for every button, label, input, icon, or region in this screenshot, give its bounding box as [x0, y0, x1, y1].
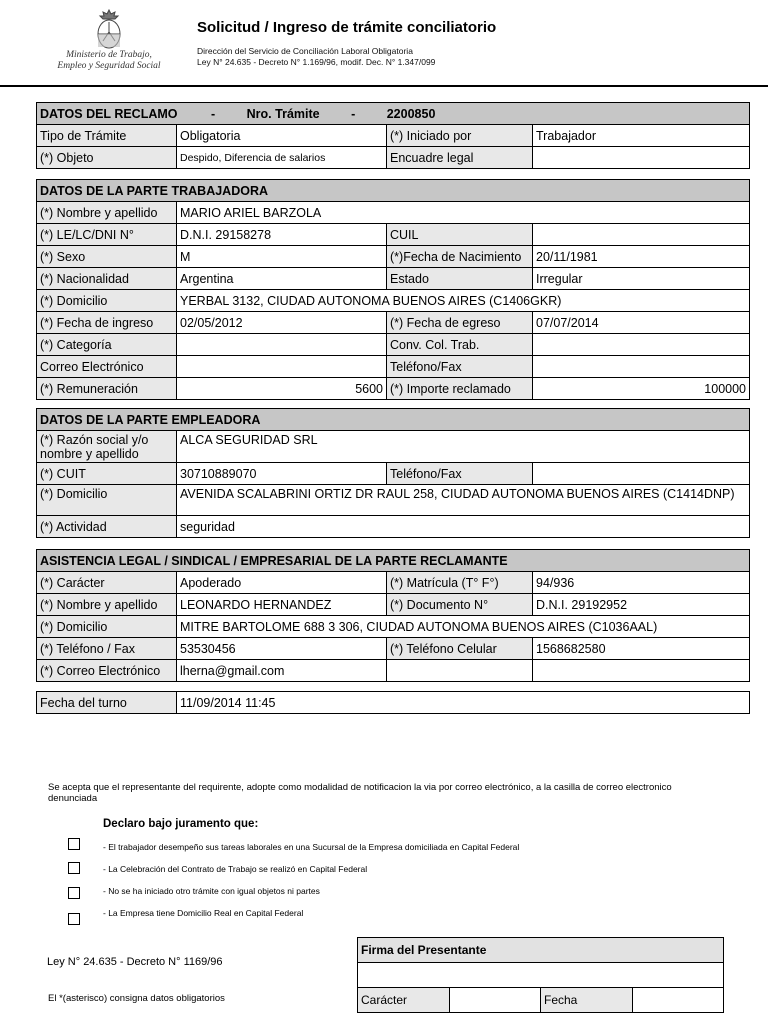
asis-empty-1: [387, 660, 533, 682]
signature-fecha-field[interactable]: [633, 988, 724, 1013]
declaration-item-3: - No se ha iniciado otro trámite con igual objetos ni partes: [103, 886, 320, 896]
emp-cuit-value: 30710889070: [177, 463, 387, 485]
asis-tel-value: 53530456: [177, 638, 387, 660]
trab-conv-label: Conv. Col. Trab.: [387, 334, 533, 356]
trab-domicilio-value: YERBAL 3132, CIUDAD AUTONOMA BUENOS AIRES (C1406GKR): [177, 290, 750, 312]
logo-text-line2: Empleo y Seguridad Social: [57, 61, 161, 71]
encuadre-value: [533, 147, 750, 169]
reclamo-dash-2: -: [351, 106, 356, 121]
turno-label: Fecha del turno: [37, 692, 177, 714]
emp-tel-value: [533, 463, 750, 485]
tipo-value: Obligatoria: [177, 125, 387, 147]
reclamo-title: DATOS DEL RECLAMO: [40, 106, 178, 121]
asistencia-section: [36, 549, 750, 682]
trab-conv-value: [533, 334, 750, 356]
trab-importe-label: (*) Importe reclamado: [387, 378, 533, 400]
tipo-label: Tipo de Trámite: [37, 125, 177, 147]
emp-domicilio-label: (*) Domicilio: [37, 485, 177, 516]
reclamo-section: [36, 102, 750, 169]
trab-nacionalidad-label: (*) Nacionalidad: [37, 268, 177, 290]
emp-actividad-value: seguridad: [177, 516, 750, 538]
asis-nombre-label: (*) Nombre y apellido: [37, 594, 177, 616]
asis-domicilio-value: MITRE BARTOLOME 688 3 306, CIUDAD AUTONOMA BUENOS AIRES (C1036AAL): [177, 616, 750, 638]
signature-caracter-label: Carácter: [358, 988, 450, 1013]
declaration-checkbox-2[interactable]: [68, 862, 80, 874]
trab-doc-value: D.N.I. 29158278: [177, 224, 387, 246]
asis-matricula-value: 94/936: [533, 572, 750, 594]
asis-documento-value: D.N.I. 29192952: [533, 594, 750, 616]
iniciado-value: Trabajador: [533, 125, 750, 147]
trab-importe-value: 100000: [533, 378, 750, 400]
emp-tel-label: Teléfono/Fax: [387, 463, 533, 485]
trab-egreso-label: (*) Fecha de egreso: [387, 312, 533, 334]
trab-tel-value: [533, 356, 750, 378]
trab-sexo-label: (*) Sexo: [37, 246, 177, 268]
footer-law-reference: Ley N° 24.635 - Decreto N° 1169/96: [47, 956, 223, 968]
trabajadora-section: [36, 179, 750, 400]
page-title: Solicitud / Ingreso de trámite conciliatorio: [197, 19, 497, 36]
declaration-checkbox-1[interactable]: [68, 838, 80, 850]
emp-domicilio-value: AVENIDA SCALABRINI ORTIZ DR RAUL 258, CIUDAD AUTONOMA BUENOS AIRES (C1414DNP): [177, 485, 750, 516]
asis-celular-value: 1568682580: [533, 638, 750, 660]
reclamo-dash-1: -: [211, 106, 216, 121]
notification-notice: Se acepta que el representante del requirente, adopte como modalidad de notificacion la via por correo electrónico, a la casilla de correo electronico denunciada: [48, 782, 672, 804]
trab-cuil-label: CUIL: [387, 224, 533, 246]
signature-fecha-label: Fecha: [541, 988, 633, 1013]
declaration-item-4: - La Empresa tiene Domicilio Real en Capital Federal: [103, 908, 304, 918]
asis-correo-label: (*) Correo Electrónico: [37, 660, 177, 682]
trab-nac-label: (*)Fecha de Nacimiento: [387, 246, 533, 268]
declaration-checkbox-3[interactable]: [68, 887, 80, 899]
emp-razon-value: ALCA SEGURIDAD SRL: [177, 431, 750, 463]
trab-nacionalidad-value: Argentina: [177, 268, 387, 290]
asis-caracter-label: (*) Carácter: [37, 572, 177, 594]
trab-categoria-label: (*) Categoría: [37, 334, 177, 356]
declaration-checkbox-4[interactable]: [68, 913, 80, 925]
turno-section: [36, 691, 750, 714]
asis-matricula-label: (*) Matrícula (T° F°): [387, 572, 533, 594]
asis-celular-label: (*) Teléfono Celular: [387, 638, 533, 660]
trab-estado-label: Estado: [387, 268, 533, 290]
asis-domicilio-label: (*) Domicilio: [37, 616, 177, 638]
asis-documento-label: (*) Documento N°: [387, 594, 533, 616]
objeto-value: Despido, Diferencia de salarios: [177, 147, 387, 169]
asis-caracter-value: Apoderado: [177, 572, 387, 594]
trab-remun-value: 5600: [177, 378, 387, 400]
logo-text-line1: Ministerio de Trabajo,: [66, 50, 152, 60]
trab-nombre-label: (*) Nombre y apellido: [37, 202, 177, 224]
trab-egreso-value: 07/07/2014: [533, 312, 750, 334]
asis-empty-2: [533, 660, 750, 682]
asistencia-title: ASISTENCIA LEGAL / SINDICAL / EMPRESARIAL DE LA PARTE RECLAMANTE: [37, 550, 750, 572]
declaration-item-2: - La Celebración del Contrato de Trabajo se realizó en Capital Federal: [103, 864, 368, 874]
footer-asterisk-note: El *(asterisco) consigna datos obligatorios: [48, 993, 225, 1004]
trab-domicilio-label: (*) Domicilio: [37, 290, 177, 312]
iniciado-label: (*) Iniciado por: [387, 125, 533, 147]
trab-nombre-value: MARIO ARIEL BARZOLA: [177, 202, 750, 224]
trab-sexo-value: M: [177, 246, 387, 268]
signature-field[interactable]: [358, 963, 724, 988]
trab-nac-value: 20/11/1981: [533, 246, 750, 268]
reclamo-nro-label: Nro. Trámite: [246, 106, 320, 121]
header-divider: [0, 85, 768, 87]
reclamo-header: [37, 103, 750, 125]
trab-estado-value: Irregular: [533, 268, 750, 290]
trabajadora-title: DATOS DE LA PARTE TRABAJADORA: [37, 180, 750, 202]
asis-correo-value: lherna@gmail.com: [177, 660, 387, 682]
trab-tel-label: Teléfono/Fax: [387, 356, 533, 378]
signature-box: [357, 937, 724, 1013]
trab-ingreso-value: 02/05/2012: [177, 312, 387, 334]
trab-correo-value: [177, 356, 387, 378]
trab-remun-label: (*) Remuneración: [37, 378, 177, 400]
declaration-title: Declaro bajo juramento que:: [103, 818, 259, 830]
emp-cuit-label: (*) CUIT: [37, 463, 177, 485]
page-subtitle-2: Ley N° 24.635 - Decreto N° 1.169/96, modif. Dec. N° 1.347/099: [197, 57, 436, 67]
turno-value: 11/09/2014 11:45: [177, 692, 750, 714]
trab-ingreso-label: (*) Fecha de ingreso: [37, 312, 177, 334]
declaration-item-1: - El trabajador desempeño sus tareas laborales en una Sucursal de la Empresa domiciliada en Capital Federal: [103, 842, 520, 852]
emp-actividad-label: (*) Actividad: [37, 516, 177, 538]
objeto-label: (*) Objeto: [37, 147, 177, 169]
emp-razon-label: (*) Razón social y/o nombre y apellido: [37, 431, 177, 463]
asis-tel-label: (*) Teléfono / Fax: [37, 638, 177, 660]
empleadora-title: DATOS DE LA PARTE EMPLEADORA: [37, 409, 750, 431]
coat-of-arms-icon: [94, 8, 124, 50]
empleadora-section: [36, 408, 750, 538]
signature-title: Firma del Presentante: [358, 938, 724, 963]
encuadre-label: Encuadre legal: [387, 147, 533, 169]
trab-cuil-value: [533, 224, 750, 246]
trab-correo-label: Correo Electrónico: [37, 356, 177, 378]
asis-nombre-value: LEONARDO HERNANDEZ: [177, 594, 387, 616]
ministry-logo: [44, 8, 174, 80]
reclamo-nro: 2200850: [386, 106, 436, 121]
trab-doc-label: (*) LE/LC/DNI N°: [37, 224, 177, 246]
page-subtitle-1: Dirección del Servicio de Conciliación Laboral Obligatoria: [197, 46, 413, 56]
signature-caracter-field[interactable]: [450, 988, 541, 1013]
trab-categoria-value: [177, 334, 387, 356]
